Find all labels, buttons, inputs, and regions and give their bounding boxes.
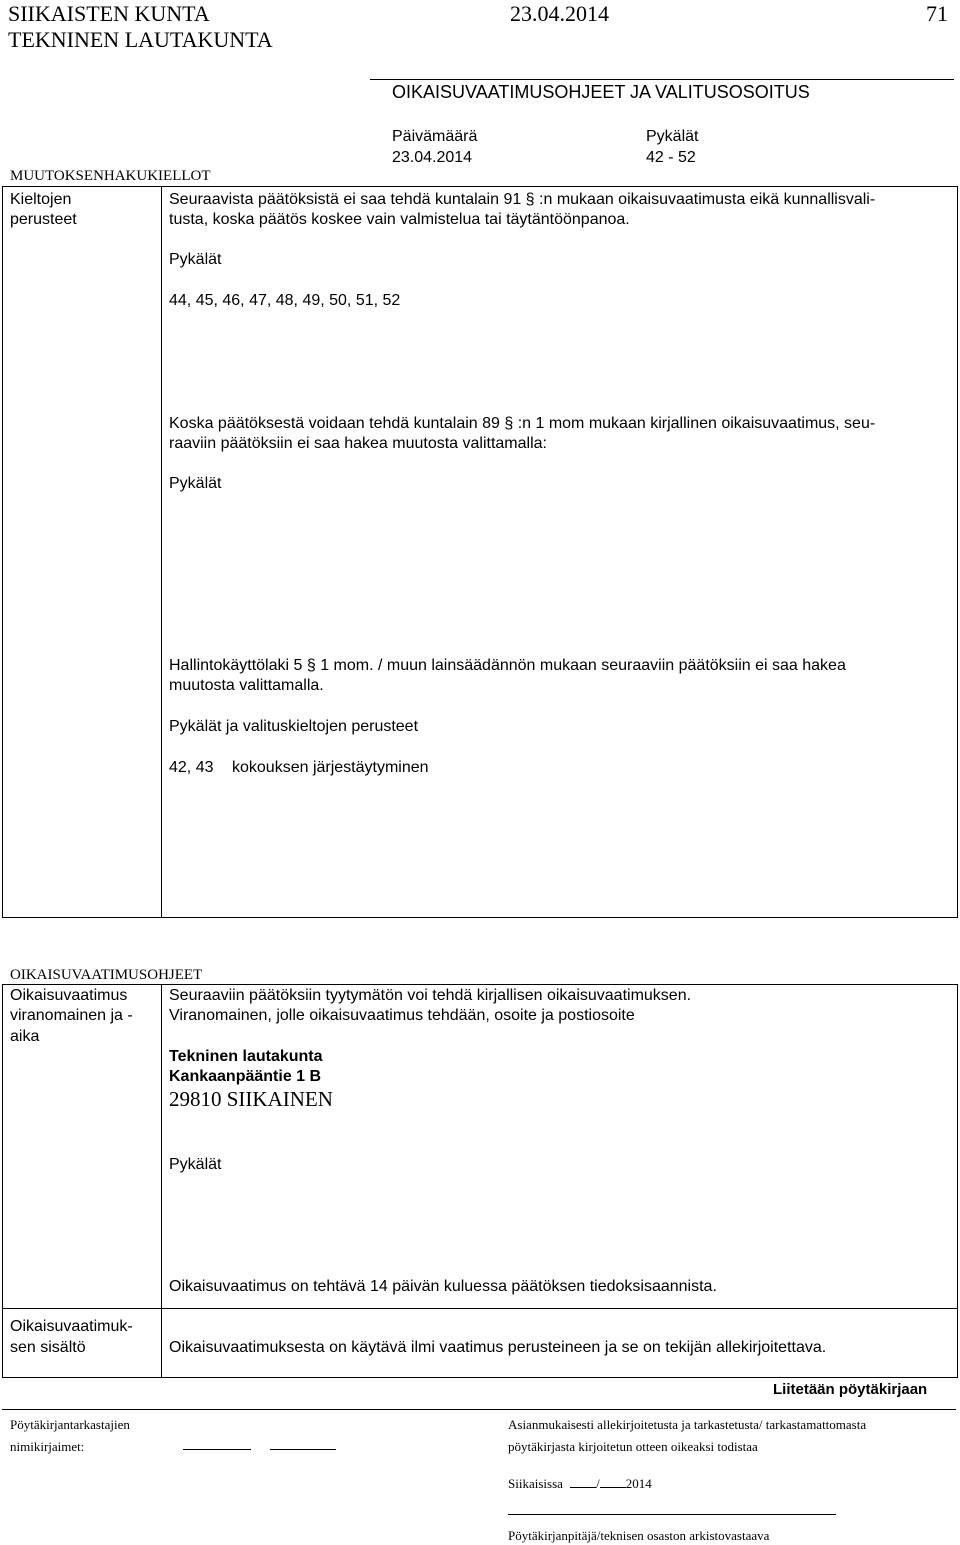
signature-line (508, 1514, 836, 1515)
day-blank (570, 1475, 596, 1488)
footer-rule (2, 1409, 956, 1410)
admin-law-sections-reason: kokouksen järjestäytyminen (232, 759, 429, 776)
row-label-reasons-1: Kieltojen (10, 191, 72, 208)
authority-address-intro: Viranomainen, jolle oikaisuvaatimus tehdään, osoite ja postiosoite (169, 1007, 635, 1024)
row-label-content-1: Oikaisuvaatimuk- (10, 1318, 133, 1335)
appeal-ban-title: MUUTOKSENHAKUKIELLOT (10, 168, 211, 184)
rectification-title: OIKAISUVAATIMUSOHJEET (10, 967, 203, 983)
row-label-reasons-2: perusteet (10, 211, 77, 228)
date-separator: / (596, 1476, 600, 1491)
preparation-sections-list: 44, 45, 46, 47, 48, 49, 50, 51, 52 (169, 292, 401, 309)
signing-place-date (508, 1475, 652, 1492)
inspectors-label-1: Pöytäkirjantarkastajien (10, 1417, 130, 1432)
authority-name: Tekninen lautakunta (169, 1048, 323, 1065)
deadline-text: Oikaisuvaatimus on tehtävä 14 päivän kuluessa päätöksen tiedoksisaannista. (169, 1278, 717, 1295)
attached-note: Liitetään pöytäkirjaan (773, 1381, 928, 1398)
row-label-authority-2: viranomainen ja - (10, 1007, 133, 1024)
rectification-sections-label: Pykälät (169, 475, 222, 492)
appeal-ban-table (2, 186, 958, 918)
sections-label: Pykälät (646, 128, 699, 145)
signer-title: Pöytäkirjanpitäjä/teknisen osaston arkistovastaava (508, 1528, 770, 1543)
rectification-row-divider (2, 1308, 958, 1309)
appeal-ban-column-divider (161, 186, 162, 918)
inspectors-label-2: nimikirjaimet: (10, 1439, 85, 1454)
page-number: 71 (926, 1, 948, 26)
certified-text-line1: Asianmukaisesti allekirjoitetusta ja tarkastetusta/ tarkastamattomasta (508, 1417, 867, 1432)
signing-place: Siikaisissa (508, 1476, 563, 1491)
rectification-text-line1: Koska päätöksestä voidaan tehdä kuntalain 89 § :n 1 mom mukaan kirjallinen oikaisuvaatimus, seu- (169, 415, 876, 432)
month-blank (600, 1475, 626, 1488)
certified-text-line2: pöytäkirjasta kirjoitetun otteen oikeaksi todistaa (508, 1439, 758, 1454)
row-label-authority-1: Oikaisuvaatimus (10, 987, 128, 1004)
authority-street: Kankaanpääntie 1 B (169, 1068, 322, 1085)
rectification-table (2, 984, 958, 1378)
rectification-text-line2: raaviin päätöksiin ei saa hakea muutosta valittamalla: (169, 435, 547, 452)
document-title: OIKAISUVAATIMUSOHJEET JA VALITUSOSOITUS (392, 82, 810, 102)
authority-postal-code: 29810 SIIKAINEN (169, 1087, 333, 1111)
rectification-intro: Seuraaviin päätöksiin tyytymätön voi tehdä kirjallisen oikaisuvaatimuksen. (169, 987, 692, 1004)
sections-value: 42 - 52 (646, 149, 696, 166)
preparation-text-line1: Seuraavista päätöksistä ei saa tehdä kuntalain 91 § :n mukaan oikaisuvaatimusta eikä kunnallisvali- (169, 191, 876, 208)
inspector-initials-blank-1 (183, 1449, 251, 1450)
row-label-content-2: sen sisältö (10, 1339, 86, 1356)
row-label-authority-3: aika (10, 1028, 40, 1045)
date-label: Päivämäärä (392, 128, 478, 145)
admin-law-text-line1: Hallintokäyttölaki 5 § 1 mom. / muun lainsäädännön mukaan seuraaviin päätöksiin ei saa hakea (169, 657, 846, 674)
signing-year: 2014 (625, 1476, 652, 1491)
rectification-column-divider (161, 984, 162, 1378)
admin-law-sections-label: Pykälät ja valituskieltojen perusteet (169, 718, 419, 735)
committee-name: TEKNINEN LAUTAKUNTA (8, 27, 273, 52)
municipality-name: SIIKAISTEN KUNTA (8, 1, 210, 26)
meeting-date: 23.04.2014 (510, 1, 609, 26)
preparation-sections-label: Pykälät (169, 251, 222, 268)
content-requirements-text: Oikaisuvaatimuksesta on käytävä ilmi vaatimus perusteineen ja se on tekijän allekirjoitettava. (169, 1339, 827, 1356)
preparation-text-line2: tusta, koska päätös koskee vain valmistelua tai täytäntöönpanoa. (169, 211, 630, 228)
admin-law-sections-list: 42, 43 (169, 759, 214, 776)
inspector-initials-blank-2 (270, 1449, 336, 1450)
admin-law-text-line2: muutosta valittamalla. (169, 677, 324, 694)
date-value: 23.04.2014 (392, 149, 473, 166)
rectification-sections-label-2: Pykälät (169, 1156, 222, 1173)
header-rule (370, 79, 954, 80)
